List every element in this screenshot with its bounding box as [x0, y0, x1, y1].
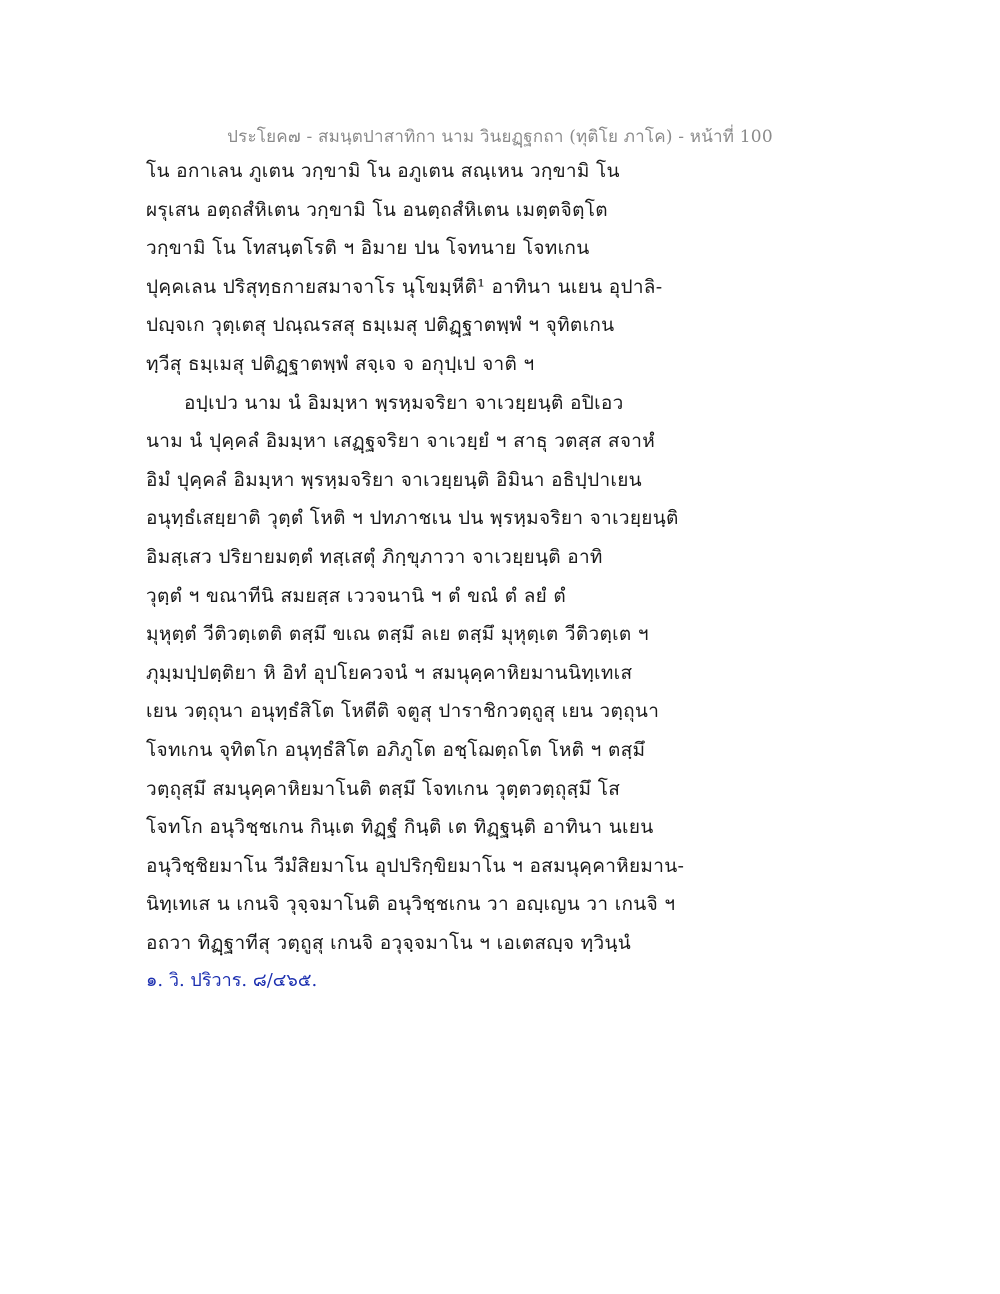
text-line: อิมํ ปุคฺคลํ อิมมฺหา พฺรหฺมจริยา จาเวยฺยนฺติ อิมินา อธิปฺปาเยน	[146, 468, 642, 491]
text-line: โน อกาเลน ภูเตน วกฺขามิ โน อภูเตน สณฺเหน วกฺขามิ โน	[146, 160, 620, 182]
text-line: ภุมฺมปฺปตฺติยา หิ อิทํ อุปโยควจนํ ฯ สมนุคฺคาหิยมานนิทฺเทเส	[146, 661, 633, 684]
text-line: อิมสฺเสว ปริยายมตฺตํ ทสฺเสตุํ ภิกฺขุภาวา จาเวยฺยนฺติ อาทิ	[146, 545, 603, 568]
text-line: ปญฺจเก วุตฺเตสุ ปณฺณรสสุ ธมฺเมสุ ปติฏฺฐาตพฺพํ ฯ จุทิตเกน	[146, 314, 615, 337]
body-text	[146, 152, 685, 1001]
paragraph-start-line: อปฺเปว นาม นํ อิมมฺหา พฺรหฺมจริยา จาเวยฺยนฺติ อปิเอว	[184, 391, 624, 414]
text-line: นิทฺเทเส น เกนจิ วุจฺจมาโนติ อนุวิชฺชเกน วา อญฺเญน วา เกนจิ ฯ	[146, 893, 676, 916]
text-line: เยน วตฺถุนา อนุทฺธํสิโต โหตีติ จตูสุ ปาราชิกวตฺถูสุ เยน วตฺถุนา	[146, 700, 660, 723]
text-line: ปุคฺคเลน ปริสุทฺธกายสมาจาโร นุโขมฺหีติ¹ อาทินา นเยน อุปาลิ-	[146, 275, 663, 298]
text-line: อนุทฺธํเสยฺยาติ วุตฺตํ โหติ ฯ ปทภาชเน ปน พฺรหฺมจริยา จาเวยฺยนฺติ	[146, 507, 679, 530]
text-line: โจทโก อนุวิชฺชเกน กินฺเต ทิฏฺฐํ กินฺติ เต ทิฏฺฐนฺติ อาทินา นเยน	[146, 816, 654, 839]
text-line: อนุวิชฺชิยมาโน วีมํสิยมาโน อุปปริกฺขิยมาโน ฯ อสมนุคฺคาหิยมาน-	[146, 854, 685, 877]
text-line: วุตฺตํ ฯ ขณาทีนิ สมยสฺส เววจนานิ ฯ ตํ ขณํ ตํ ลยํ ตํ	[146, 584, 567, 607]
text-line: มุหุตฺตํ วีติวตฺเตติ ตสฺมึ ขเณ ตสฺมึ ลเย ตสฺมึ มุหุตฺเต วีติวตฺเต ฯ	[146, 623, 649, 646]
text-line: นาม นํ ปุคฺคลํ อิมมฺหา เสฏฺฐจริยา จาเวยฺยํ ฯ สาธุ วตสฺส สจาหํ	[146, 430, 656, 453]
footnote: ๑. วิ. ปริวาร. ๘/๔๖๕.	[146, 970, 318, 992]
text-line: ผรุเสน อตฺถสํหิเตน วกฺขามิ โน อนตฺถสํหิเตน เมตฺตจิตฺโต	[146, 198, 608, 221]
text-line: อถวา ทิฏฺฐาทีสุ วตฺถูสุ เกนจิ อวุจฺจมาโน ฯ เอเตสญฺจ ทฺวินฺนํ	[146, 931, 632, 954]
page-header: ประโยค๗ - สมนฺตปาสาทิกา นาม วินยฏฺฐกถา (ทุติโย ภาโค) - หน้าที่ 100	[227, 127, 773, 147]
text-line: วตฺถุสฺมึ สมนุคฺคาหิยมาโนติ ตสฺมึ โจทเกน วุตฺตวตฺถุสฺมึ โส	[146, 777, 621, 800]
text-line: ทฺวีสุ ธมฺเมสุ ปติฏฺฐาตพฺพํ สจฺเจ จ อกุปฺเป จาติ ฯ	[146, 352, 535, 375]
text-line: วกฺขามิ โน โทสนฺตโรติ ฯ อิมาย ปน โจทนาย โจทเกน	[146, 237, 590, 260]
text-line: โจทเกน จุทิตโก อนุทฺธํสิโต อภิภูโต อชฺโฌตฺถโต โหติ ฯ ตสฺมึ	[146, 738, 646, 761]
